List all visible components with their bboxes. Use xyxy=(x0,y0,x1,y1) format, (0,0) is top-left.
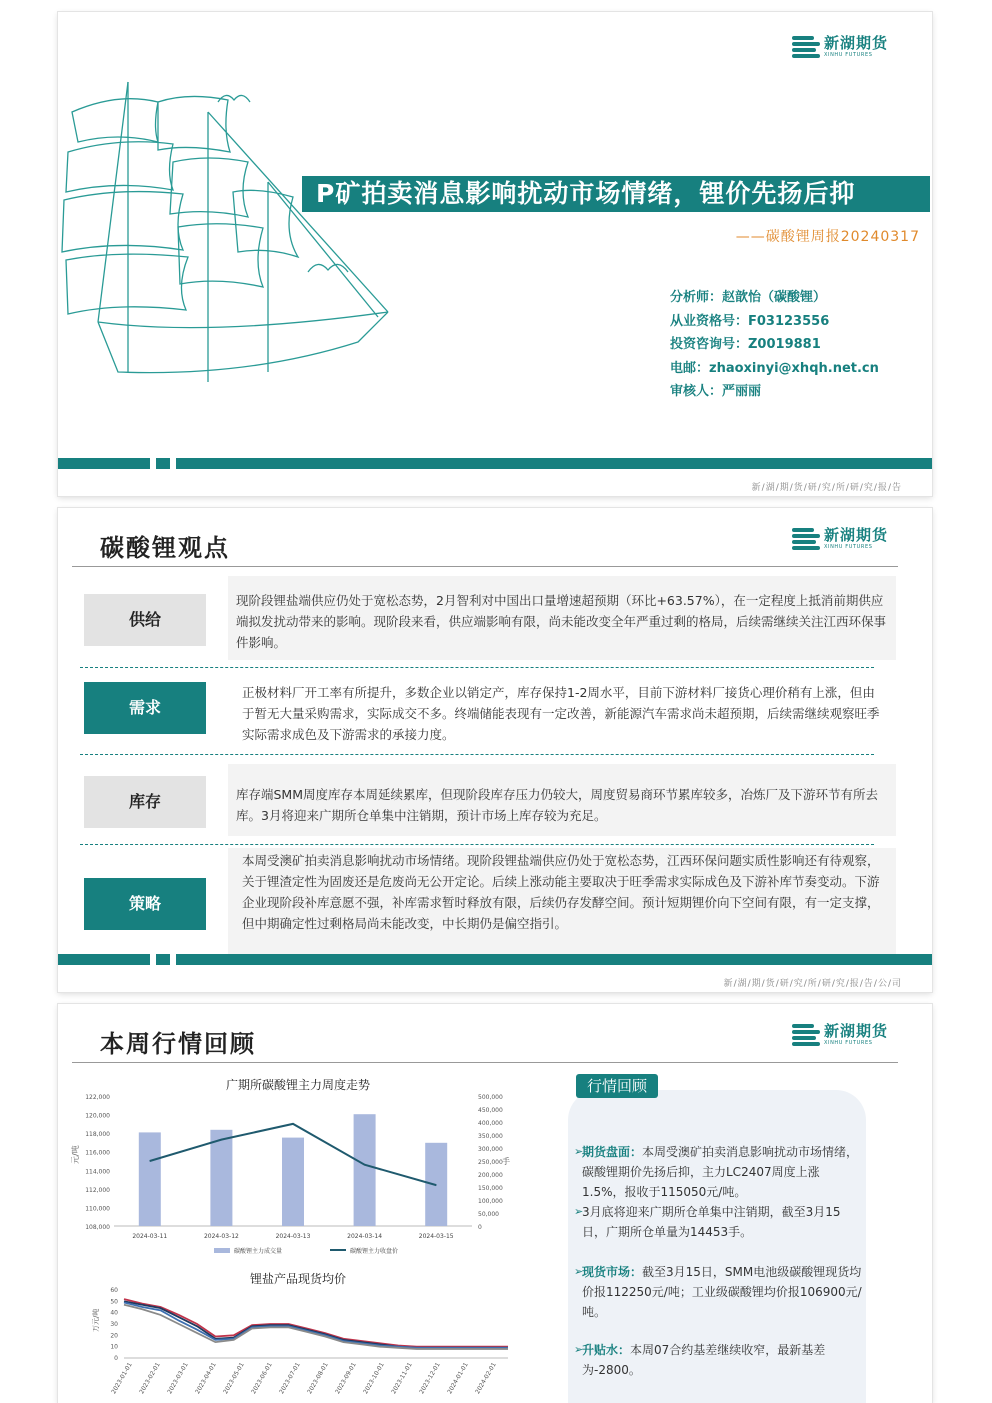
logo-mark-icon xyxy=(792,528,820,550)
view-footer-note: 新/湖/期/货/研/究/所/研/究/报/告/公/司 xyxy=(723,979,902,989)
analyst-info xyxy=(670,286,879,404)
review-page xyxy=(58,1004,932,1403)
review-bullet-warrant xyxy=(574,1202,862,1242)
section-divider xyxy=(72,566,898,567)
x-tick-label: 2024-02-01 xyxy=(474,1361,498,1396)
spot-price-chart xyxy=(68,1280,518,1403)
y2-tick-label: 300,000 xyxy=(478,1146,503,1153)
review-bullet-basis xyxy=(574,1340,862,1380)
y2-tick-label: 500,000 xyxy=(478,1094,503,1101)
volume-bar xyxy=(282,1138,304,1226)
volume-bar xyxy=(354,1114,376,1226)
logo-mark-icon xyxy=(792,1024,820,1046)
logo-text-en: XINHU FUTURES xyxy=(823,1040,873,1046)
y2-tick-label: 200,000 xyxy=(478,1172,503,1179)
company-logo xyxy=(792,36,888,58)
view-page xyxy=(58,508,932,992)
arrow-icon: ➢ xyxy=(574,1265,584,1278)
report-subtitle: ——碳酸锂周报20240317 xyxy=(735,229,920,245)
bullet-body: 截至3月15日，SMM电池级碳酸锂现货均价报112250元/吨；工业级碳酸锂均价报106900元/吨。 xyxy=(582,1265,862,1319)
chart1-title: 广期所碳酸锂主力周度走势 xyxy=(226,1078,371,1092)
view-bottom-bar xyxy=(58,954,932,965)
row-label-supply: 供给 xyxy=(84,594,206,646)
bullet-body: 本周受澳矿拍卖消息影响扰动市场情绪，碳酸锂期价先扬后抑，主力LC2407周度上涨1.5%，报收于115050元/吨。 xyxy=(582,1145,859,1199)
row-divider xyxy=(80,754,874,755)
y2-tick-label: 50,000 xyxy=(478,1211,499,1218)
close-price-point xyxy=(221,1139,222,1140)
section-divider xyxy=(72,1062,898,1063)
arrow-icon: ➢ xyxy=(574,1145,584,1158)
logo-text-cn: 新湖期货 xyxy=(823,1022,888,1040)
y-tick-label: 50 xyxy=(110,1298,118,1306)
y-tick-label: 60 xyxy=(110,1287,118,1294)
x-tick-label: 2023-12-01 xyxy=(418,1361,442,1396)
row-label-demand: 需求 xyxy=(84,682,206,734)
row-text-supply: 现阶段锂盐端供应仍处于宽松态势，2月智利对中国出口量增速超预期（环比+63.57%），在一定程度上抵消前期供应端拟发扰动带来的影响。现阶段来看，供应端影响有限，尚未能改变全年严重过剩的格局，后续需继续关注江西环保事件影响。 xyxy=(236,593,887,650)
logo-text-cn: 新湖期货 xyxy=(823,34,888,52)
review-tag: 行情回顾 xyxy=(576,1074,658,1098)
bullet-body: 本周07合约基差继续收窄，最新基差为-2800。 xyxy=(582,1343,826,1377)
y-axis-label: 万元/吨 xyxy=(92,1308,100,1332)
x-tick-label: 2023-04-01 xyxy=(194,1361,218,1396)
analyst-name: 分析师：赵歆怡（碳酸锂） xyxy=(670,290,827,305)
logo-text-en: XINHU FUTURES xyxy=(823,544,873,550)
legend-label-volume: 碳酸锂主力成交量 xyxy=(234,1248,283,1255)
row-label-strategy: 策略 xyxy=(84,878,206,930)
x-tick-label: 2023-05-01 xyxy=(222,1361,246,1396)
bullet-head: 升贴水： xyxy=(582,1343,631,1357)
view-section-title: 碳酸锂观点 xyxy=(100,534,230,562)
company-logo xyxy=(792,528,888,550)
y-tick-label: 120,000 xyxy=(85,1112,110,1120)
cover-footer-note: 新/湖/期/货/研/究/所/研/究/报/告 xyxy=(751,483,902,493)
close-price-point xyxy=(293,1123,294,1124)
arrow-icon: ➢ xyxy=(574,1205,584,1218)
review-bullet-futures xyxy=(574,1142,862,1202)
x-tick-label: 2023-02-01 xyxy=(138,1361,162,1396)
y2-tick-label: 150,000 xyxy=(478,1185,503,1192)
y-tick-label: 112,000 xyxy=(85,1186,110,1194)
x-tick-label: 2024-03-12 xyxy=(203,1233,239,1240)
x-tick-label: 2023-06-01 xyxy=(250,1361,274,1396)
y-tick-label: 122,000 xyxy=(85,1094,110,1101)
x-tick-label: 2024-03-14 xyxy=(347,1233,383,1240)
x-tick-label: 2024-03-13 xyxy=(275,1233,311,1240)
y-tick-label: 10 xyxy=(110,1343,118,1351)
price-series-line xyxy=(124,1305,508,1349)
row-divider xyxy=(80,844,874,845)
analyst-email[interactable]: 电邮：zhaoxinyi@xhqh.net.cn xyxy=(670,360,879,376)
y2-tick-label: 0 xyxy=(478,1224,482,1231)
volume-bar xyxy=(139,1132,161,1226)
y2-axis-label: 手 xyxy=(502,1157,510,1166)
report-title: P矿拍卖消息影响扰动市场情绪，锂价先扬后抑 xyxy=(302,176,930,212)
row-divider xyxy=(80,667,874,668)
x-tick-label: 2023-10-01 xyxy=(362,1361,386,1396)
row-label-inventory: 库存 xyxy=(84,776,206,828)
sailing-ship-illustration xyxy=(58,72,398,452)
review-section-title: 本周行情回顾 xyxy=(100,1030,256,1058)
logo-text-cn: 新湖期货 xyxy=(823,526,888,544)
cover-bottom-bar xyxy=(58,458,932,469)
x-tick-label: 2023-07-01 xyxy=(278,1361,302,1396)
bullet-body: 3月底将迎来广期所仓单集中注销期，截至3月15日，广期所仓单量为14453手。 xyxy=(582,1205,841,1239)
y2-tick-label: 450,000 xyxy=(478,1107,503,1114)
logo-text-en: XINHU FUTURES xyxy=(823,52,873,58)
x-tick-label: 2024-03-15 xyxy=(418,1233,454,1240)
consult-number: 投资咨询号：Z0019881 xyxy=(670,337,821,352)
y2-tick-label: 250,000 xyxy=(478,1159,503,1166)
y-tick-label: 108,000 xyxy=(85,1224,110,1231)
legend-label-price: 碳酸锂主力收盘价 xyxy=(350,1248,399,1255)
y2-tick-label: 350,000 xyxy=(478,1133,503,1140)
close-price-point xyxy=(436,1185,437,1186)
x-tick-label: 2023-08-01 xyxy=(306,1361,330,1396)
futures-weekly-chart xyxy=(68,1086,518,1256)
x-tick-label: 2023-01-01 xyxy=(110,1361,134,1396)
y2-tick-label: 400,000 xyxy=(478,1120,503,1127)
x-tick-label: 2024-03-11 xyxy=(132,1233,168,1240)
y-tick-label: 118,000 xyxy=(85,1131,110,1139)
qualification-number: 从业资格号：F03123556 xyxy=(670,313,830,329)
logo-mark-icon xyxy=(792,36,820,58)
volume-bar xyxy=(210,1130,232,1226)
row-text-strategy: 本周受澳矿拍卖消息影响扰动市场情绪。现阶段锂盐端供应仍处于宽松态势，江西环保问题实质性影响还有待观察，关于锂渣定性为固废还是危废尚无公开定论。后续上涨动能主要取决于旺季需求实际成色及下游补库节奏变动。下游企业现阶段补库意愿不强，补库需求暂时释放有限，后续仍存发酵空间。预计短期锂价向下空间有限，有一定支撑，但中期确定性过剩格局尚未能改变，中长期仍是偏空指引。 xyxy=(242,853,880,931)
arrow-icon: ➢ xyxy=(574,1343,584,1356)
chart2-title: 锂盐产品现货均价 xyxy=(250,1272,347,1286)
x-tick-label: 2024-01-01 xyxy=(446,1361,470,1396)
x-tick-label: 2023-09-01 xyxy=(334,1361,358,1396)
close-price-point xyxy=(364,1164,365,1165)
review-bullet-spot xyxy=(574,1262,862,1322)
close-price-point xyxy=(149,1161,150,1162)
y-tick-label: 0 xyxy=(114,1355,118,1362)
row-text-inventory: 库存端SMM周度库存本周延续累库，但现阶段库存压力仍较大，周度贸易商环节累库较多，冶炼厂及下游环节有所去库。3月将迎来广期所仓单集中注销期，预计市场上库存较为充足。 xyxy=(236,787,879,823)
y-tick-label: 40 xyxy=(110,1309,118,1317)
y-tick-label: 116,000 xyxy=(85,1149,110,1157)
y-tick-label: 114,000 xyxy=(85,1168,110,1176)
y2-tick-label: 100,000 xyxy=(478,1198,503,1205)
y-tick-label: 30 xyxy=(110,1321,118,1328)
company-logo xyxy=(792,1024,888,1046)
x-tick-label: 2023-03-01 xyxy=(166,1361,190,1396)
bullet-head: 期货盘面： xyxy=(582,1145,643,1159)
bullet-head: 现货市场： xyxy=(582,1265,643,1279)
reviewer-name: 审核人：严丽丽 xyxy=(670,384,762,399)
y-tick-label: 110,000 xyxy=(85,1205,110,1213)
row-text-demand: 正极材料厂开工率有所提升，多数企业以销定产，库存保持1-2周水平，目前下游材料厂接货心理价稍有上涨，但由于暂无大量采购需求，实际成交不多。终端储能表现有一定改善，新能源汽车需求尚未超预期，后续需继续观察旺季实际需求成色及下游需求的承接力度。 xyxy=(242,685,880,742)
legend-swatch-volume xyxy=(214,1248,230,1253)
y-tick-label: 20 xyxy=(110,1332,118,1340)
y-axis-label: 元/吨 xyxy=(71,1145,80,1164)
cover-page xyxy=(58,12,932,496)
x-tick-label: 2023-11-01 xyxy=(390,1361,414,1396)
